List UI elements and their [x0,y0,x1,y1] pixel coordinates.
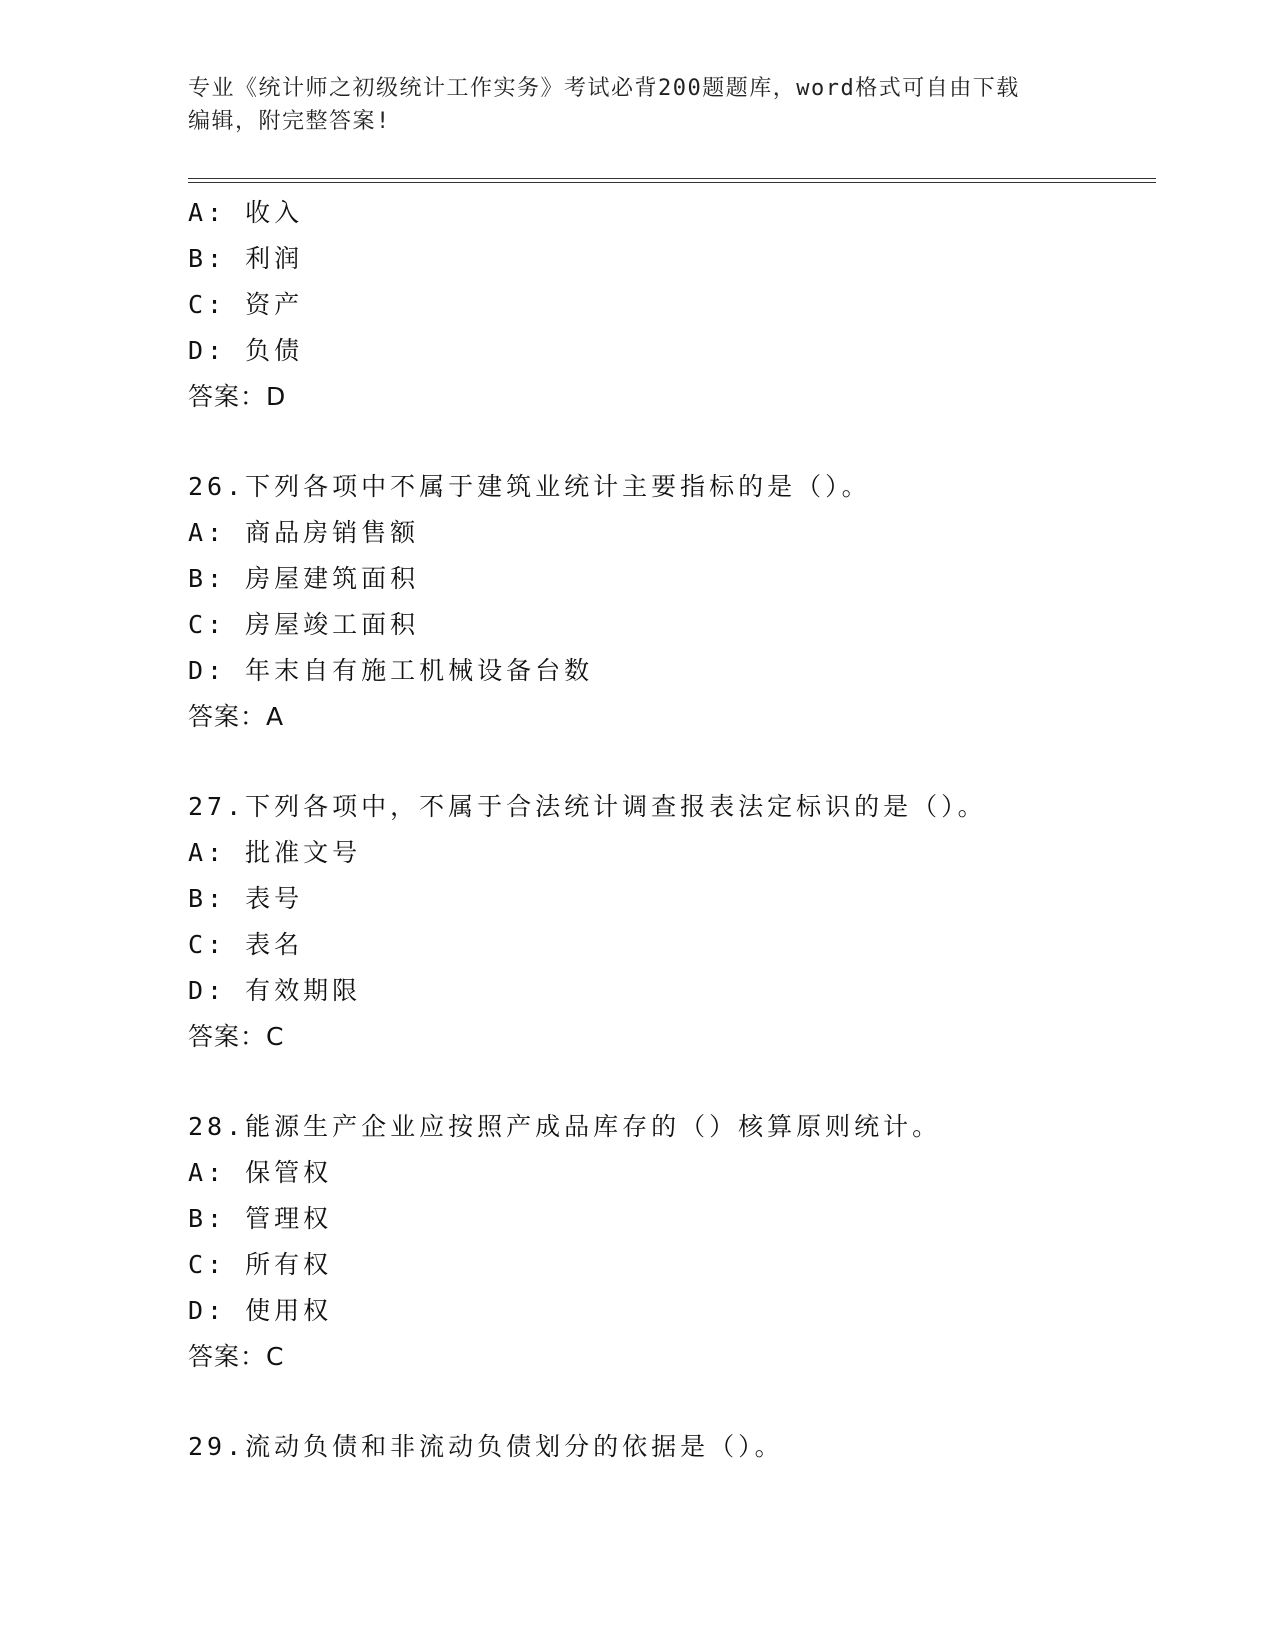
option-a: A: 保管权 [188,1158,333,1187]
answer-line: 答案：C [188,1342,285,1371]
page-header [188,72,1088,138]
question-text: 27.下列各项中，不属于合法统计调查报表法定标识的是（）。 [188,792,987,821]
option-b: B: 利润 [188,244,304,273]
answer-line: 答案：A [188,702,285,731]
option-a: A: 商品房销售额 [188,518,420,547]
question-block [188,1104,1156,1380]
option-b: B: 管理权 [188,1204,333,1233]
option-d: D: 有效期限 [188,976,362,1005]
header-line-2: 编辑，附完整答案! [188,109,391,134]
option-d: D: 年末自有施工机械设备台数 [188,656,594,685]
option-c: C: 表名 [188,930,304,959]
question-list [188,190,1156,1470]
answer-line: 答案：C [188,1022,285,1051]
question-block [188,1424,1156,1470]
option-c: C: 所有权 [188,1250,333,1279]
header-divider [188,178,1156,179]
option-d: D: 使用权 [188,1296,333,1325]
question-block [188,784,1156,1060]
question-text: 28.能源生产企业应按照产成品库存的（）核算原则统计。 [188,1112,942,1141]
question-block [188,464,1156,740]
header-divider-second [188,182,1156,183]
option-b: B: 表号 [188,884,304,913]
question-text: 26.下列各项中不属于建筑业统计主要指标的是（）。 [188,472,871,501]
question-text: 29.流动负债和非流动负债划分的依据是（）。 [188,1432,784,1461]
option-a: A: 收入 [188,198,304,227]
option-d: D: 负债 [188,336,304,365]
option-a: A: 批准文号 [188,838,362,867]
question-block [188,190,1156,420]
answer-line: 答案：D [188,382,287,411]
option-c: C: 房屋竣工面积 [188,610,420,639]
option-c: C: 资产 [188,290,304,319]
option-b: B: 房屋建筑面积 [188,564,420,593]
header-line-1: 专业《统计师之初级统计工作实务》考试必背200题题库，word格式可自由下载 [188,76,1020,101]
